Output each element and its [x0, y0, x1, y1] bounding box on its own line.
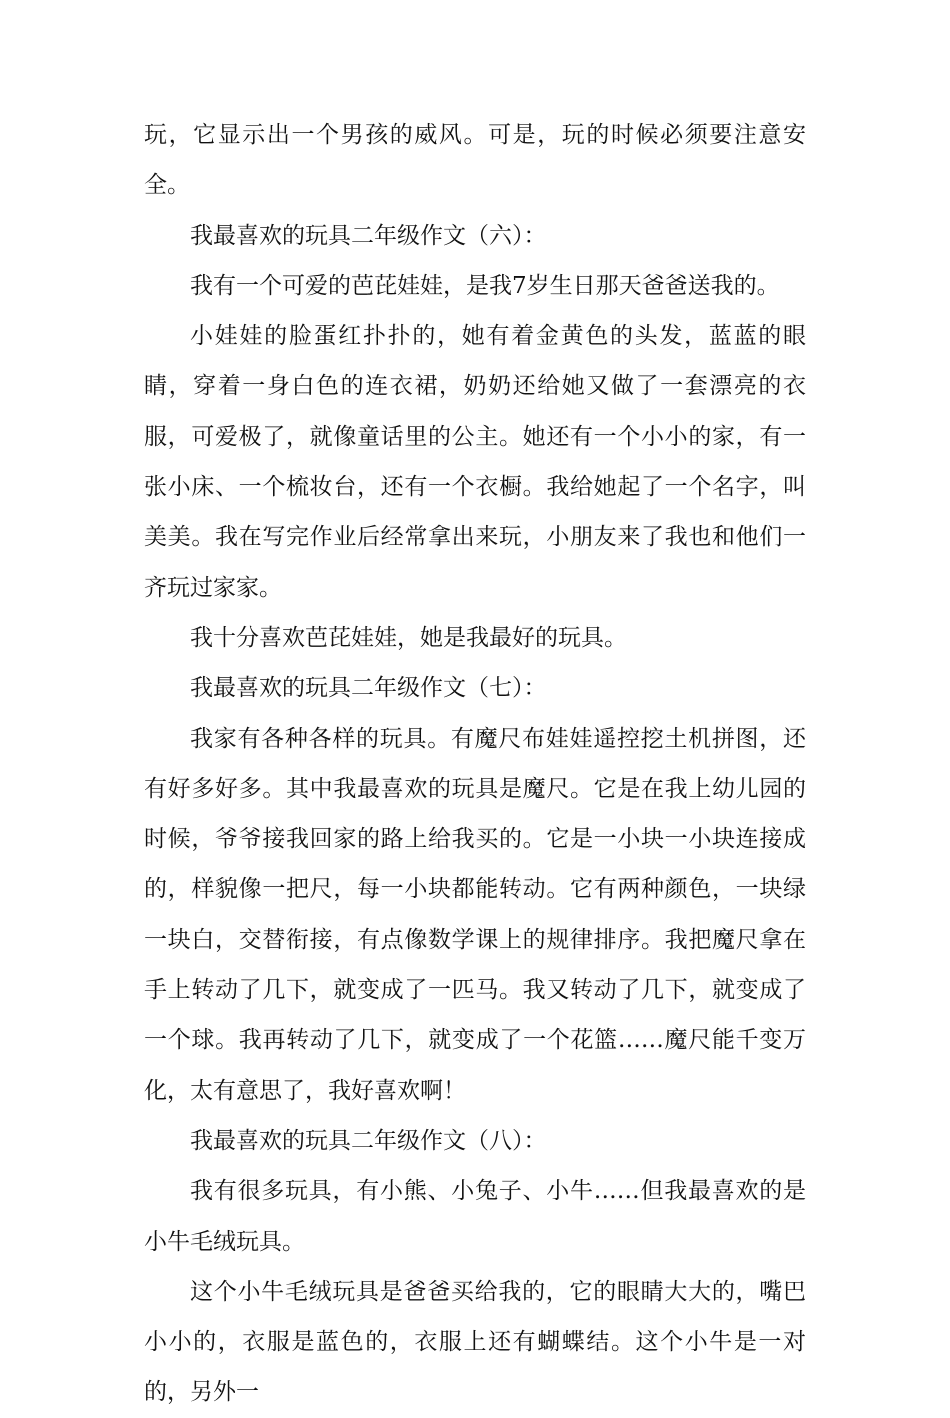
paragraph: 我家有各种各样的玩具。有魔尺布娃娃遥控挖土机拼图，还有好多好多。其中我最喜欢的玩具是魔尺。它是在我上幼儿园的时候，爷爷接我回家的路上给我买的。它是一小块一小块连接成的，样貌像一把尺，每一小块都能转动。它有两种颜色，一块绿一块白，交替衔接，有点像数学课上的规律排序。我把魔尺拿在手上转动了几下，就变成了一匹马。我又转动了几下，就变成了一个球。我再转动了几下，就变成了一个花篮……魔尺能千变万化，太有意思了，我好喜欢啊！ — [144, 725, 806, 1104]
document-body — [144, 110, 806, 1418]
section-heading-7: 我最喜欢的玩具二年级作文（七）： — [190, 675, 547, 702]
paragraph: 我有一个可爱的芭芘娃娃，是我7岁生日那天爸爸送我的。 — [190, 272, 780, 299]
section-heading-8: 我最喜欢的玩具二年级作文（八）： — [190, 1127, 547, 1154]
paragraph: 这个小牛毛绒玩具是爸爸买给我的，它的眼睛大大的，嘴巴小小的，衣服是蓝色的，衣服上还有蝴蝶结。这个小牛是一对的，另外一 — [144, 1278, 806, 1406]
section-heading-6: 我最喜欢的玩具二年级作文（六）： — [190, 222, 547, 249]
paragraph: 我有很多玩具，有小熊、小兔子、小牛……但我最喜欢的是小牛毛绒玩具。 — [144, 1178, 806, 1255]
paragraph: 我十分喜欢芭芘娃娃，她是我最好的玩具。 — [190, 624, 627, 651]
paragraph-continuation: 玩，它显示出一个男孩的威风。可是，玩的时候必须要注意安全。 — [144, 122, 806, 199]
paragraph: 小娃娃的脸蛋红扑扑的，她有着金黄色的头发，蓝蓝的眼睛，穿着一身白色的连衣裙，奶奶还给她又做了一套漂亮的衣服，可爱极了，就像童话里的公主。她还有一个小小的家，有一张小床、一个梳妆台，还有一个衣橱。我给她起了一个名字，叫美美。我在写完作业后经常拿出来玩，小朋友来了我也和他们一齐玩过家家。 — [144, 323, 806, 601]
